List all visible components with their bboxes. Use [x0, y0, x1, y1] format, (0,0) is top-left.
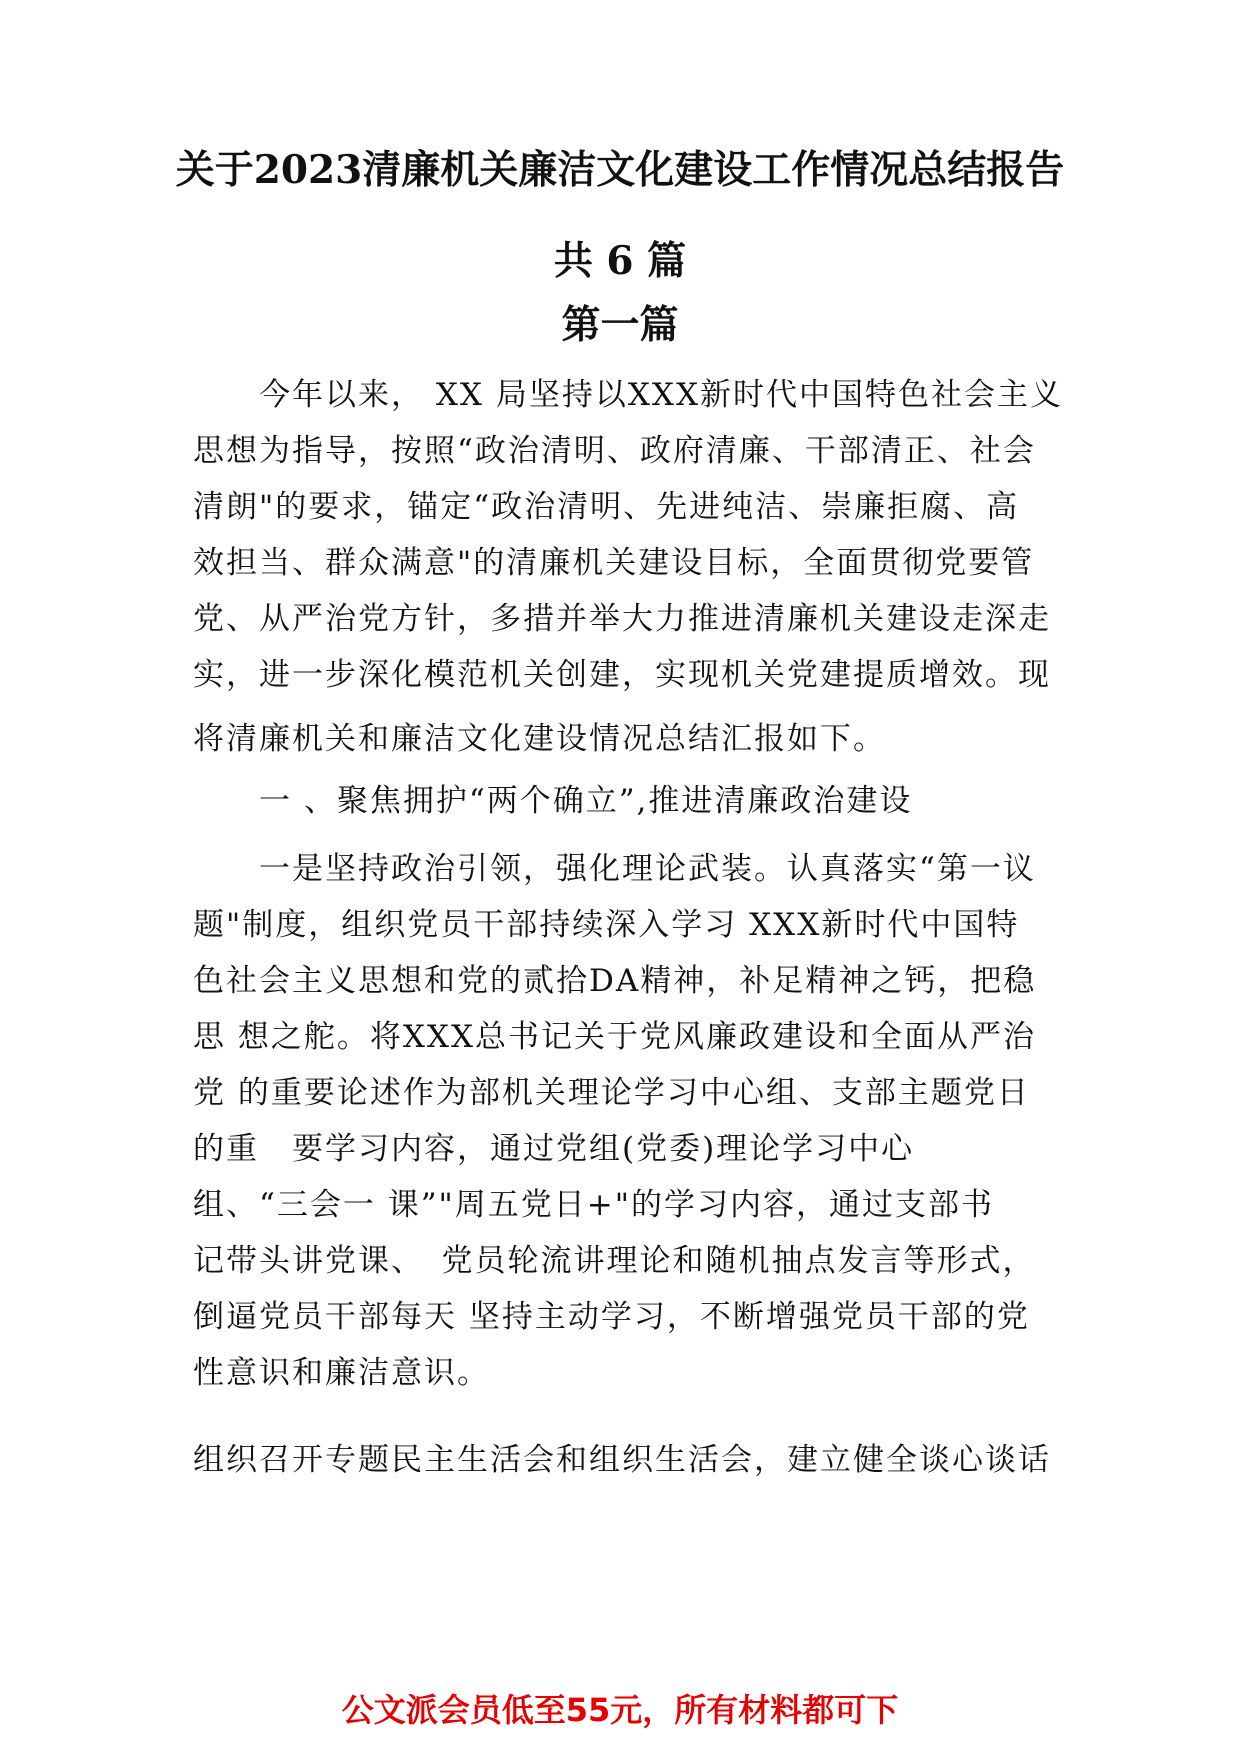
document-count: 共 6 篇	[553, 238, 687, 284]
section-heading: 一 、聚焦拥护“两个确立”,推进清廉政治建设	[193, 783, 913, 819]
intro-line: 将清廉机关和廉洁文化建设情况总结汇报如下。	[193, 721, 886, 757]
intro-line: 效担当、群众满意"的清廉机关建设目标，全面贯彻党要管	[193, 545, 1035, 581]
footer-advertisement[interactable]: 公文派会员低至55元，所有材料都可下	[341, 1691, 899, 1729]
intro-line: 清朗"的要求，锚定“政治清明、先进纯洁、崇廉拒腐、高	[193, 489, 1020, 525]
paragraph-two-start: 组织召开专题民主生活会和组织生活会，建立健全谈心谈话	[193, 1442, 1051, 1478]
document-title: 关于2023清廉机关廉洁文化建设工作情况总结报告	[175, 147, 1065, 193]
paragraph-line: 组、“三会一 课”"周五党日+"的学习内容，通过支部书	[193, 1187, 995, 1223]
paragraph-line: 性意识和廉洁意识。	[193, 1355, 490, 1391]
intro-line: 党、从严治党方针，多措并举大力推进清廉机关建设走深走	[193, 601, 1051, 637]
paragraph-line: 色社会主义思想和党的贰拾DA精神，补足精神之钙，把稳	[193, 963, 1037, 999]
intro-paragraph	[193, 367, 1063, 767]
paragraph-line: 记带头讲党课、 党员轮流讲理论和随机抽点发言等形式，	[193, 1243, 1036, 1279]
paragraph-line: 的重 要学习内容，通过党组(党委)理论学习中心	[193, 1131, 915, 1167]
paragraph-line: 题"制度，组织党员干部持续深入学习 XXX新时代中国特	[193, 907, 1020, 943]
intro-line: 思想为指导，按照“政治清明、政府清廉、干部清正、社会	[193, 433, 1036, 469]
paragraph-line: 一是坚持政治引领，强化理论武装。认真落实“第一议	[193, 851, 1036, 887]
paragraph-line: 党 的重要论述作为部机关理论学习中心组、支部主题党日	[193, 1075, 1030, 1111]
part-heading: 第一篇	[561, 302, 679, 348]
intro-line: 今年以来， XX 局坚持以XXX新时代中国特色社会主义	[193, 377, 1064, 413]
intro-line: 实，进一步深化模范机关创建，实现机关党建提质增效。现	[193, 657, 1051, 693]
paragraph-line: 倒逼党员干部每天 坚持主动学习，不断增强党员干部的党	[193, 1299, 1030, 1335]
paragraph-one	[193, 841, 1063, 1401]
paragraph-line: 思 想之舵。将XXX总书记关于党风廉政建设和全面从严治	[193, 1019, 1037, 1055]
